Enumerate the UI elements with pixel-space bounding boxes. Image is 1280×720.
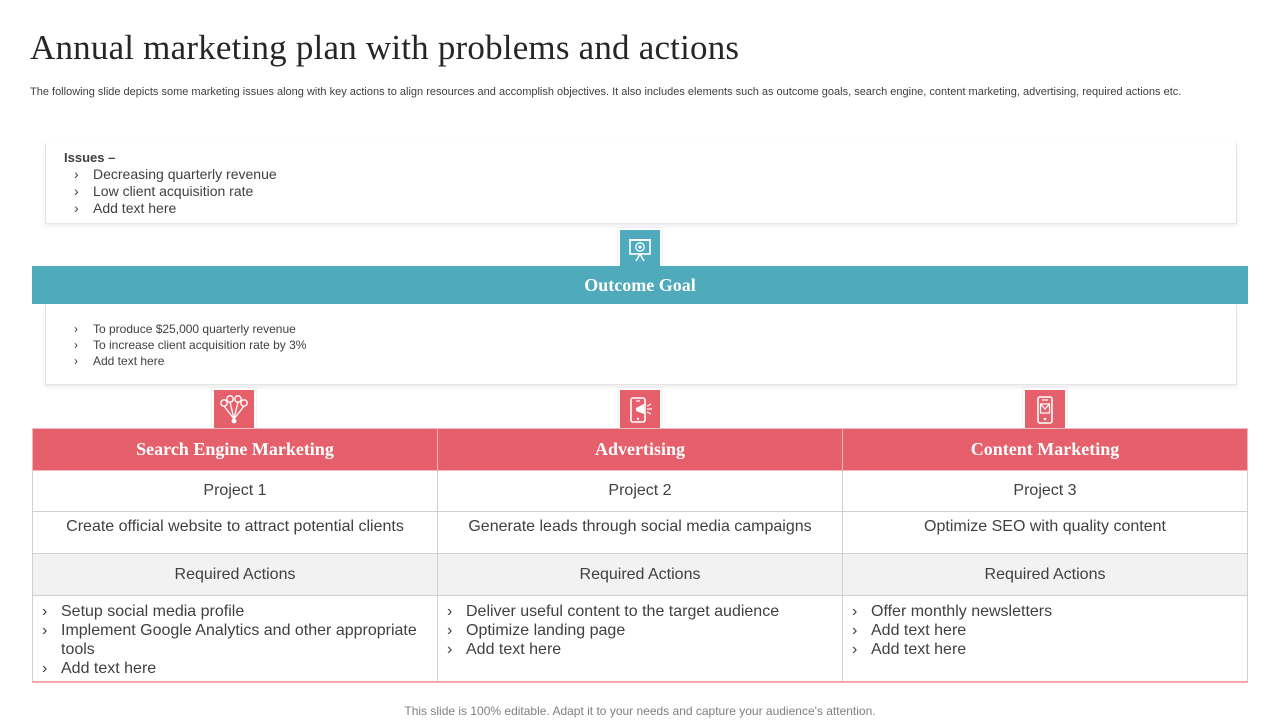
chevron-right-icon: › — [42, 603, 48, 620]
chevron-right-icon: › — [447, 622, 453, 639]
chevron-right-icon: › — [852, 622, 858, 639]
project-label: Project 2 — [438, 471, 843, 512]
page-title: Annual marketing plan with problems and actions — [30, 28, 740, 67]
column-heading-content-marketing: Content Marketing — [843, 429, 1248, 471]
chevron-right-icon: › — [42, 622, 48, 639]
network-nodes-icon — [212, 388, 256, 432]
list-item: › Deliver useful content to the target audience — [447, 603, 780, 620]
outcome-goal-box — [45, 304, 1237, 385]
chevron-right-icon: › — [74, 338, 78, 352]
project-description: Generate leads through social media campaigns — [438, 512, 843, 554]
chevron-right-icon: › — [74, 166, 79, 182]
table-row-required-actions-label — [33, 554, 1248, 596]
column-heading-search-engine-marketing: Search Engine Marketing — [33, 429, 438, 471]
chevron-right-icon: › — [74, 200, 79, 216]
list-item: › Add text here — [852, 622, 967, 639]
list-item: › Add text here — [74, 200, 177, 216]
list-item: › Offer monthly newsletters — [852, 603, 1053, 620]
project-description: Create official website to attract potential clients — [33, 512, 438, 554]
issues-box — [45, 143, 1237, 224]
footer-note: This slide is 100% editable. Adapt it to your needs and capture your audience's attention. — [404, 704, 876, 718]
page-subtitle: The following slide depicts some marketing issues along with key actions to align resources and accomplish objectives. It also includes elements such as outcome goals, search engine, content marketing, advertising, required actions etc. — [30, 86, 1182, 98]
list-item: › Optimize landing page — [447, 622, 626, 639]
mobile-mail-icon — [1023, 388, 1067, 432]
column-heading-advertising: Advertising — [438, 429, 843, 471]
chevron-right-icon: › — [74, 354, 78, 368]
chevron-right-icon: › — [447, 603, 453, 620]
chevron-right-icon: › — [852, 603, 858, 620]
list-item: › Add text here — [42, 660, 157, 677]
chevron-right-icon: › — [852, 641, 858, 658]
chevron-right-icon: › — [74, 322, 78, 336]
phone-megaphone-icon — [618, 388, 662, 432]
required-actions-label: Required Actions — [438, 554, 843, 596]
outcome-goal-header: Outcome Goal — [32, 266, 1248, 304]
project-description: Optimize SEO with quality content — [843, 512, 1248, 554]
marketing-plan-table — [32, 428, 1248, 683]
actions-cell — [843, 596, 1248, 682]
actions-cell — [438, 596, 843, 682]
list-item: › Low client acquisition rate — [74, 183, 254, 199]
chevron-right-icon: › — [74, 183, 79, 199]
issues-heading: Issues – — [64, 150, 116, 165]
list-item: › Implement Google Analytics and other appropriate tools — [42, 622, 417, 658]
required-actions-label: Required Actions — [33, 554, 438, 596]
list-item: › Add text here — [74, 354, 165, 368]
project-label: Project 3 — [843, 471, 1248, 512]
chevron-right-icon: › — [447, 641, 453, 658]
list-item: › Setup social media profile — [42, 603, 245, 620]
table-row-descriptions — [33, 512, 1248, 554]
list-item: › Add text here — [447, 641, 562, 658]
project-label: Project 1 — [33, 471, 438, 512]
table-row-actions — [33, 596, 1248, 682]
chevron-right-icon: › — [42, 660, 48, 677]
list-item: › Add text here — [852, 641, 967, 658]
list-item: › To increase client acquisition rate by 3% — [74, 338, 307, 352]
issues-list — [74, 166, 277, 217]
table-header-row — [33, 429, 1248, 471]
list-item: › Decreasing quarterly revenue — [74, 166, 277, 182]
outcome-goal-list — [74, 321, 306, 369]
table-row-projects — [33, 471, 1248, 512]
list-item: › To produce $25,000 quarterly revenue — [74, 322, 296, 336]
required-actions-label: Required Actions — [843, 554, 1248, 596]
actions-cell — [33, 596, 438, 682]
